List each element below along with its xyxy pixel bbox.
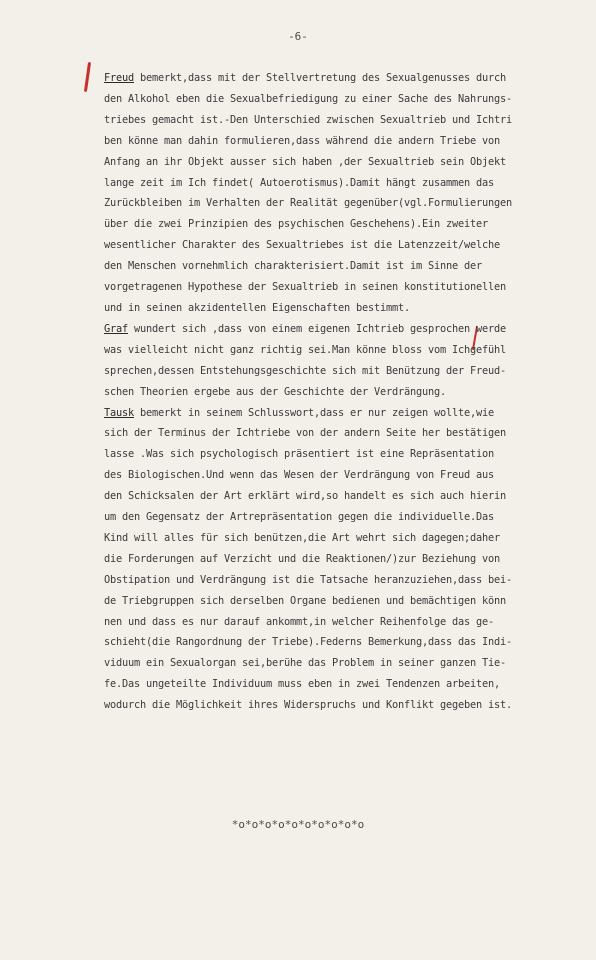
text-line: viduum ein Sexualorgan sei,berühe das Problem in seiner ganzen Tie- [104, 657, 506, 670]
text-line: sprechen,dessen Entstehungsgeschichte sich mit Benützung der Freud- [104, 364, 506, 377]
text-line: Tausk bemerkt in seinem Schlusswort,dass er nur zeigen wollte,wie [104, 406, 494, 419]
text-line: wesentlicher Charakter des Sexualtriebes ist die Latenzzeit/welche [104, 239, 500, 252]
text-line: Freud bemerkt,dass mit der Stellvertretung des Sexualgenusses durch [104, 72, 506, 84]
text-line: um den Gegensatz der Artrepräsentation gegen die individuelle.Das [104, 511, 494, 524]
text-line: Graf wundert sich ,dass von einem eigenen Ichtrieb gesprochen werde [104, 322, 506, 335]
speaker-name: Graf [104, 322, 128, 335]
text-line: Anfang an ihr Objekt ausser sich haben ,der Sexualtrieb sein Objekt [104, 155, 506, 168]
text-line: schen Theorien ergebe aus der Geschichte der Verdrängung. [104, 385, 446, 398]
body-text [104, 68, 592, 716]
text-line: den Alkohol eben die Sexualbefriedigung zu einer Sache des Nahrungs- [104, 92, 512, 105]
text-line: den Schicksalen der Art erklärt wird,so handelt es sich auch hierin [104, 490, 506, 503]
text-line: Obstipation und Verdrängung ist die Tatsache heranzuziehen,dass bei- [104, 573, 512, 586]
margin-pencil-mark [84, 62, 91, 92]
text-line: vorgetragenen Hypothese der Sexualtrieb in seinen konstitutionellen [104, 281, 506, 294]
text-line: des Biologischen.Und wenn das Wesen der Verdrängung von Freud aus [104, 469, 494, 482]
text-line: Kind will alles für sich benützen,die Art wehrt sich dagegen;daher [104, 531, 500, 544]
text-line: fe.Das ungeteilte Individuum muss eben in zwei Tendenzen arbeiten, [104, 678, 500, 691]
page-number: -6- [288, 30, 308, 43]
closing-ornament: *o*o*o*o*o*o*o*o*o*o [231, 818, 365, 831]
text-line: und in seinen akzidentellen Eigenschaften bestimmt. [104, 301, 410, 314]
text-line: schieht(die Rangordnung der Triebe).Federns Bemerkung,dass das Indi- [104, 636, 512, 649]
text-line: Zurückbleiben im Verhalten der Realität gegenüber(vgl.Formulierungen [104, 197, 512, 210]
text-line: ben könne man dahin formulieren,dass während die andern Triebe von [104, 134, 500, 147]
text-line: die Forderungen auf Verzicht und die Reaktionen/)zur Beziehung von [104, 552, 500, 565]
text-line: triebes gemacht ist.-Den Unterschied zwischen Sexualtrieb und Ichtri [104, 113, 512, 126]
text-line: über die zwei Prinzipien des psychischen Geschehens).Ein zweiter [104, 218, 488, 231]
text-line: was vielleicht nicht ganz richtig sei.Man könne bloss vom Ichgefühl [104, 343, 506, 356]
text-line: den Menschen vornehmlich charakterisiert.Damit ist im Sinne der [104, 260, 482, 273]
text-line: wodurch die Möglichkeit ihres Widerspruchs und Konflikt gegeben ist. [104, 699, 512, 712]
speaker-name: Freud [104, 72, 134, 84]
text-line: lasse .Was sich psychologisch präsentiert ist eine Repräsentation [104, 448, 494, 461]
text-line: sich der Terminus der Ichtriebe von der andern Seite her bestätigen [104, 427, 506, 440]
text-line: de Triebgruppen sich derselben Organe bedienen und bemächtigen könn [104, 594, 506, 607]
text-line: nen und dass es nur darauf ankommt,in welcher Reihenfolge das ge- [104, 615, 494, 628]
text-line: lange zeit im Ich findet( Autoerotismus).Damit hängt zusammen das [104, 176, 494, 189]
speaker-name: Tausk [104, 406, 134, 419]
